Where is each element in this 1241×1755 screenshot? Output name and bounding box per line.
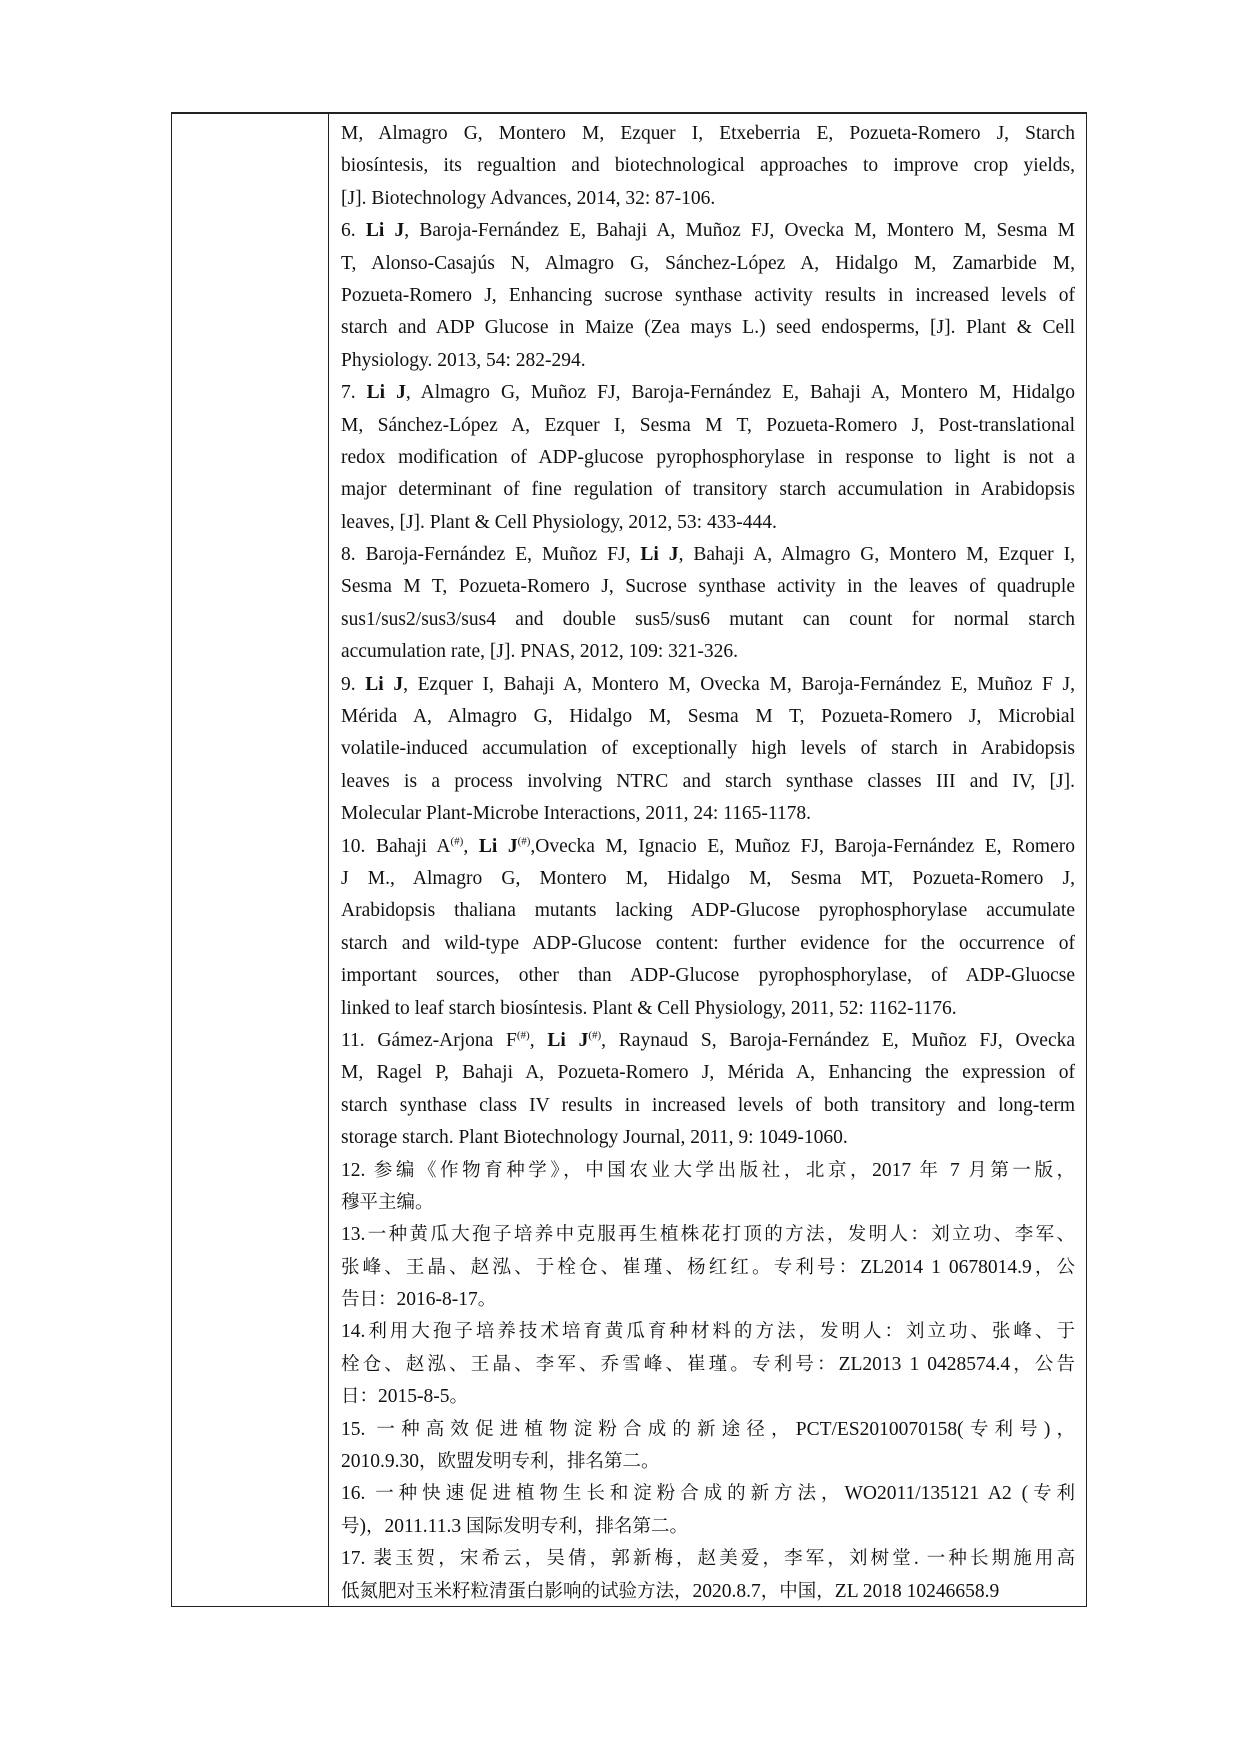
reference-line: 11. Gámez-Arjona F(#), Li J(#), Raynaud S, Baroja-Fernández E, Muñoz FJ, Ovecka	[341, 1029, 1075, 1051]
reference-line: sus1/sus2/sus3/sus4 and double sus5/sus6 mutant can count for normal starch	[341, 608, 1075, 630]
reference-line: storage starch. Plant Biotechnology Journal, 2011, 9: 1049-1060.	[341, 1127, 848, 1149]
reference-line: 12. 参编《作物育种学》，中国农业大学出版社，北京，2017 年 7 月第一版，	[341, 1159, 1075, 1181]
column-divider	[328, 114, 329, 1606]
reference-line: 16. 一种快速促进植物生长和淀粉合成的新方法，WO2011/135121 A2 (专利	[341, 1483, 1075, 1505]
reference-line: 14.利用大孢子培养技术培育黄瓜育种材料的方法，发明人：刘立功、张峰、于	[341, 1321, 1075, 1343]
reference-line: 穆平主编。	[341, 1191, 434, 1213]
reference-line: [J]. Biotechnology Advances, 2014, 32: 87-106.	[341, 187, 716, 209]
reference-line: 号)，2011.11.3 国际发明专利，排名第二。	[341, 1515, 688, 1537]
reference-line: 低氮肥对玉米籽粒清蛋白影响的试验方法，2020.8.7，中国，ZL 2018 10246658.9	[341, 1580, 1000, 1602]
reference-line: redox modification of ADP-glucose pyrophosphorylase in response to light is not a	[341, 446, 1075, 468]
reference-line: starch synthase class IV results in increased levels of both transitory and long-term	[341, 1094, 1075, 1116]
reference-line: 7. Li J, Almagro G, Muñoz FJ, Baroja-Fernández E, Bahaji A, Montero M, Hidalgo	[341, 382, 1075, 404]
reference-line: 日：2015-8-5。	[341, 1386, 469, 1408]
reference-line: 10. Bahaji A(#), Li J(#),Ovecka M, Ignacio E, Muñoz FJ, Baroja-Fernández E, Romero	[341, 835, 1075, 857]
reference-line: 2010.9.30，欧盟发明专利，排名第二。	[341, 1451, 660, 1473]
reference-line: 15. 一种高效促进植物淀粉合成的新途径，PCT/ES2010070158(专利号)，	[341, 1418, 1075, 1440]
reference-line: Molecular Plant-Microbe Interactions, 2011, 24: 1165-1178.	[341, 803, 812, 825]
reference-line: J M., Almagro G, Montero M, Hidalgo M, Sesma MT, Pozueta-Romero J,	[341, 867, 1075, 889]
publication-list	[341, 118, 1075, 1608]
reference-line: major determinant of fine regulation of transitory starch accumulation in Arabidopsis	[341, 479, 1075, 501]
reference-line: biosíntesis, its regualtion and biotechnological approaches to improve crop yields,	[341, 155, 1075, 177]
reference-line: important sources, other than ADP-Glucose pyrophosphorylase, of ADP-Gluocse	[341, 965, 1075, 987]
reference-line: Pozueta-Romero J, Enhancing sucrose synthase activity results in increased levels of	[341, 284, 1075, 306]
reference-line: 栓仓、赵泓、王晶、李军、乔雪峰、崔瑾。专利号：ZL2013 1 0428574.4，公告	[341, 1353, 1075, 1375]
reference-line: Arabidopsis thaliana mutants lacking ADP-Glucose pyrophosphorylase accumulate	[341, 900, 1075, 922]
reference-line: Mérida A, Almagro G, Hidalgo M, Sesma M T, Pozueta-Romero J, Microbial	[341, 706, 1075, 728]
reference-line: M, Sánchez-López A, Ezquer I, Sesma M T, Pozueta-Romero J, Post-translational	[341, 414, 1075, 436]
reference-line: 张峰、王晶、赵泓、于栓仓、崔瑾、杨红红。专利号：ZL2014 1 0678014.9，公	[341, 1256, 1075, 1278]
reference-line: 9. Li J, Ezquer I, Bahaji A, Montero M, Ovecka M, Baroja-Fernández E, Muñoz F J,	[341, 673, 1075, 695]
publication-table	[171, 112, 1087, 1607]
reference-line: volatile-induced accumulation of exceptionally high levels of starch in Arabidopsis	[341, 738, 1075, 760]
reference-line: Physiology. 2013, 54: 282-294.	[341, 349, 586, 371]
reference-line: starch and ADP Glucose in Maize (Zea mays L.) seed endosperms, [J]. Plant & Cell	[341, 317, 1075, 339]
reference-line: T, Alonso-Casajús N, Almagro G, Sánchez-López A, Hidalgo M, Zamarbide M,	[341, 252, 1075, 274]
reference-line: starch and wild-type ADP-Glucose content: further evidence for the occurrence of	[341, 932, 1075, 954]
reference-line: linked to leaf starch biosíntesis. Plant & Cell Physiology, 2011, 52: 1162-1176.	[341, 997, 957, 1019]
reference-line: 13.一种黄瓜大孢子培养中克服再生植株花打顶的方法，发明人：刘立功、李军、	[341, 1224, 1075, 1246]
reference-line: M, Almagro G, Montero M, Ezquer I, Etxeberria E, Pozueta-Romero J, Starch	[341, 123, 1075, 144]
reference-line: leaves, [J]. Plant & Cell Physiology, 2012, 53: 433-444.	[341, 511, 777, 533]
reference-line: 6. Li J, Baroja-Fernández E, Bahaji A, Muñoz FJ, Ovecka M, Montero M, Sesma M	[341, 220, 1075, 242]
reference-line: leaves is a process involving NTRC and starch synthase classes III and IV, [J].	[341, 770, 1075, 792]
reference-line: 17. 裴玉贺，宋希云，吴倩，郭新梅，赵美爱，李军，刘树堂. 一种长期施用高	[341, 1548, 1075, 1570]
reference-line: Sesma M T, Pozueta-Romero J, Sucrose synthase activity in the leaves of quadruple	[341, 576, 1075, 598]
reference-line: M, Ragel P, Bahaji A, Pozueta-Romero J, Mérida A, Enhancing the expression of	[341, 1062, 1075, 1084]
reference-line: accumulation rate, [J]. PNAS, 2012, 109: 321-326.	[341, 641, 738, 663]
reference-line: 告日：2016-8-17。	[341, 1289, 497, 1311]
reference-line: 8. Baroja-Fernández E, Muñoz FJ, Li J, Bahaji A, Almagro G, Montero M, Ezquer I,	[341, 544, 1075, 566]
